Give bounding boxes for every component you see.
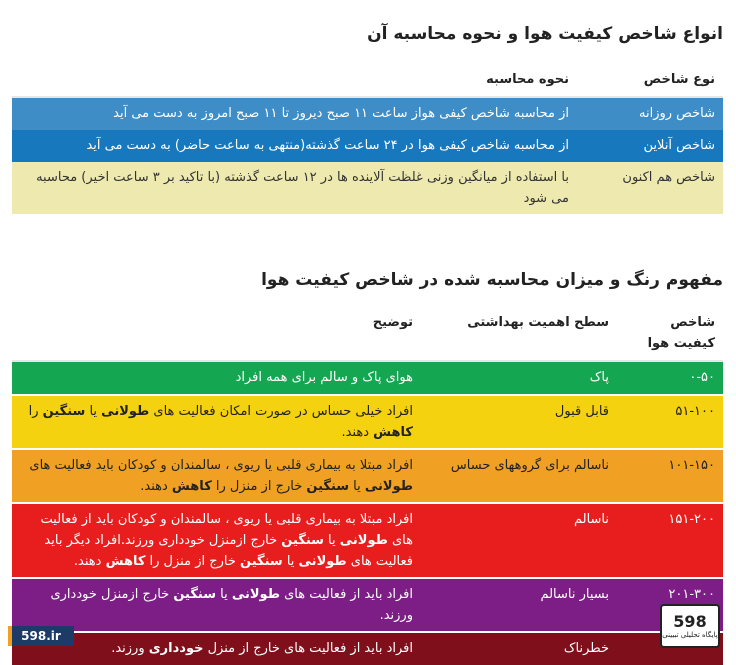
desc-bold: کاهش (171, 479, 212, 494)
row-aqi: ۵۱-۱۰۰ (617, 395, 723, 449)
desc-bold: کاهش (105, 554, 146, 569)
row-aqi: ۲۰۱-۳۰۰ (617, 578, 723, 632)
header-level: سطح اهمیت بهداشتی (421, 306, 617, 361)
brand-mark-subtitle: پایگاه تحلیلی تبیینی (662, 630, 718, 639)
desc-text: خارج از منزل را (211, 479, 307, 494)
desc-bold: خودداری (148, 641, 204, 656)
desc-text: یا (215, 587, 232, 602)
desc-text: یا (282, 554, 299, 569)
table-header (12, 306, 723, 361)
section2-title: مفهوم رنگ و میزان محاسبه شده در شاخص کیفیت هوا (261, 270, 723, 290)
table-row (12, 503, 723, 578)
table-row (12, 162, 723, 214)
row-desc (12, 395, 421, 449)
table-header (12, 63, 723, 97)
desc-text: افراد باید از فعالیت های خارج از منزل (203, 641, 413, 656)
table-row (12, 449, 723, 503)
desc-bold: طولانی (339, 533, 388, 548)
row-aqi: ۱۰۱-۱۵۰ (617, 449, 723, 503)
desc-text: یا (323, 533, 340, 548)
row-calc: از محاسبه شاخص کیفی هوا در ۲۴ ساعت گذشته(منتهی به ساعت حاضر) به دست می آید (12, 130, 577, 162)
desc-text: افراد باید از فعالیت های (279, 587, 413, 602)
row-aqi: ۰-۵۰ (617, 361, 723, 395)
row-desc (12, 578, 421, 632)
table-row (12, 632, 723, 665)
row-calc: از محاسبه شاخص کیفی هواز ساعت ۱۱ صبح دیروز تا ۱۱ صبح امروز به دست می آید (12, 97, 577, 130)
site-logo[interactable] (8, 626, 74, 646)
header-desc: توضیح (12, 306, 421, 361)
row-type: شاخص روزانه (577, 97, 723, 130)
desc-bold: سنگین (173, 587, 216, 602)
row-desc: هوای پاک و سالم برای همه افراد (12, 361, 421, 395)
desc-bold: سنگین (42, 404, 86, 419)
header-type: نوع شاخص (577, 63, 723, 97)
header-calc: نحوه محاسبه (12, 63, 577, 97)
table-row (12, 578, 723, 632)
desc-bold: طولانی (101, 404, 150, 419)
row-type: شاخص هم اکنون (577, 162, 723, 214)
row-level: پاک (421, 361, 617, 395)
desc-bold: کاهش (373, 425, 413, 440)
row-aqi: ۱۵۱-۲۰۰ (617, 503, 723, 578)
section1-title: انواع شاخص کیفیت هوا و نحوه محاسبه آن (367, 24, 723, 44)
desc-text: یا (85, 404, 102, 419)
brand-mark-text: 598 (673, 611, 707, 631)
row-level: ناسالم (421, 503, 617, 578)
desc-bold: سنگین (281, 533, 324, 548)
desc-text: دهند. (341, 425, 374, 440)
row-desc (12, 503, 421, 578)
table-row (12, 97, 723, 130)
table-row (12, 130, 723, 162)
site-logo-text: 598.ir (21, 629, 61, 643)
desc-text: دهند. (73, 554, 106, 569)
desc-text: افراد مبتلا به بیماری قلبی یا ریوی ، سالمندان و کودکان باید فعالیت های (29, 458, 413, 473)
desc-text: خارج ازمنزل خودداری ورزند.افراد دیگر باید فعالیت های (44, 533, 413, 569)
desc-text: خارج ازمنزل خودداری ورزند. (50, 587, 413, 623)
logo-accent-bar (8, 626, 12, 646)
header-aqi: شاخص کیفیت هوا (617, 306, 723, 361)
row-level: ناسالم برای گروههای حساس (421, 449, 617, 503)
aqi-color-table (12, 306, 723, 665)
row-level: قابل قبول (421, 395, 617, 449)
desc-text: خارج از منزل را (145, 554, 241, 569)
desc-text: را (28, 404, 43, 419)
desc-bold: سنگین (306, 479, 350, 494)
desc-bold: طولانی (364, 479, 413, 494)
desc-bold: طولانی (298, 554, 347, 569)
brand-mark-logo (660, 604, 720, 648)
desc-text: یا (349, 479, 365, 494)
desc-text: دهند. (140, 479, 172, 494)
row-desc (12, 449, 421, 503)
desc-bold: طولانی (231, 587, 280, 602)
row-level: بسیار ناسالم (421, 578, 617, 632)
row-type: شاخص آنلاین (577, 130, 723, 162)
index-types-table (12, 63, 723, 214)
table-row (12, 361, 723, 395)
desc-bold: سنگین (240, 554, 283, 569)
desc-text: افراد مبتلا به بیماری قلبی یا ریوی ، سالمندان و کودکان باید از فعالیت های (40, 512, 413, 548)
row-calc: با استفاده از میانگین وزنی غلظت آلاینده ها در ۱۲ ساعت گذشته (با تاکید بر ۳ ساعت اخیر) محاسبه می شود (12, 162, 577, 214)
row-level: خطرناک (421, 632, 617, 665)
desc-text: ورزند. (111, 641, 149, 656)
table-row (12, 395, 723, 449)
desc-text: افراد خیلی حساس در صورت امکان فعالیت های (149, 404, 413, 419)
